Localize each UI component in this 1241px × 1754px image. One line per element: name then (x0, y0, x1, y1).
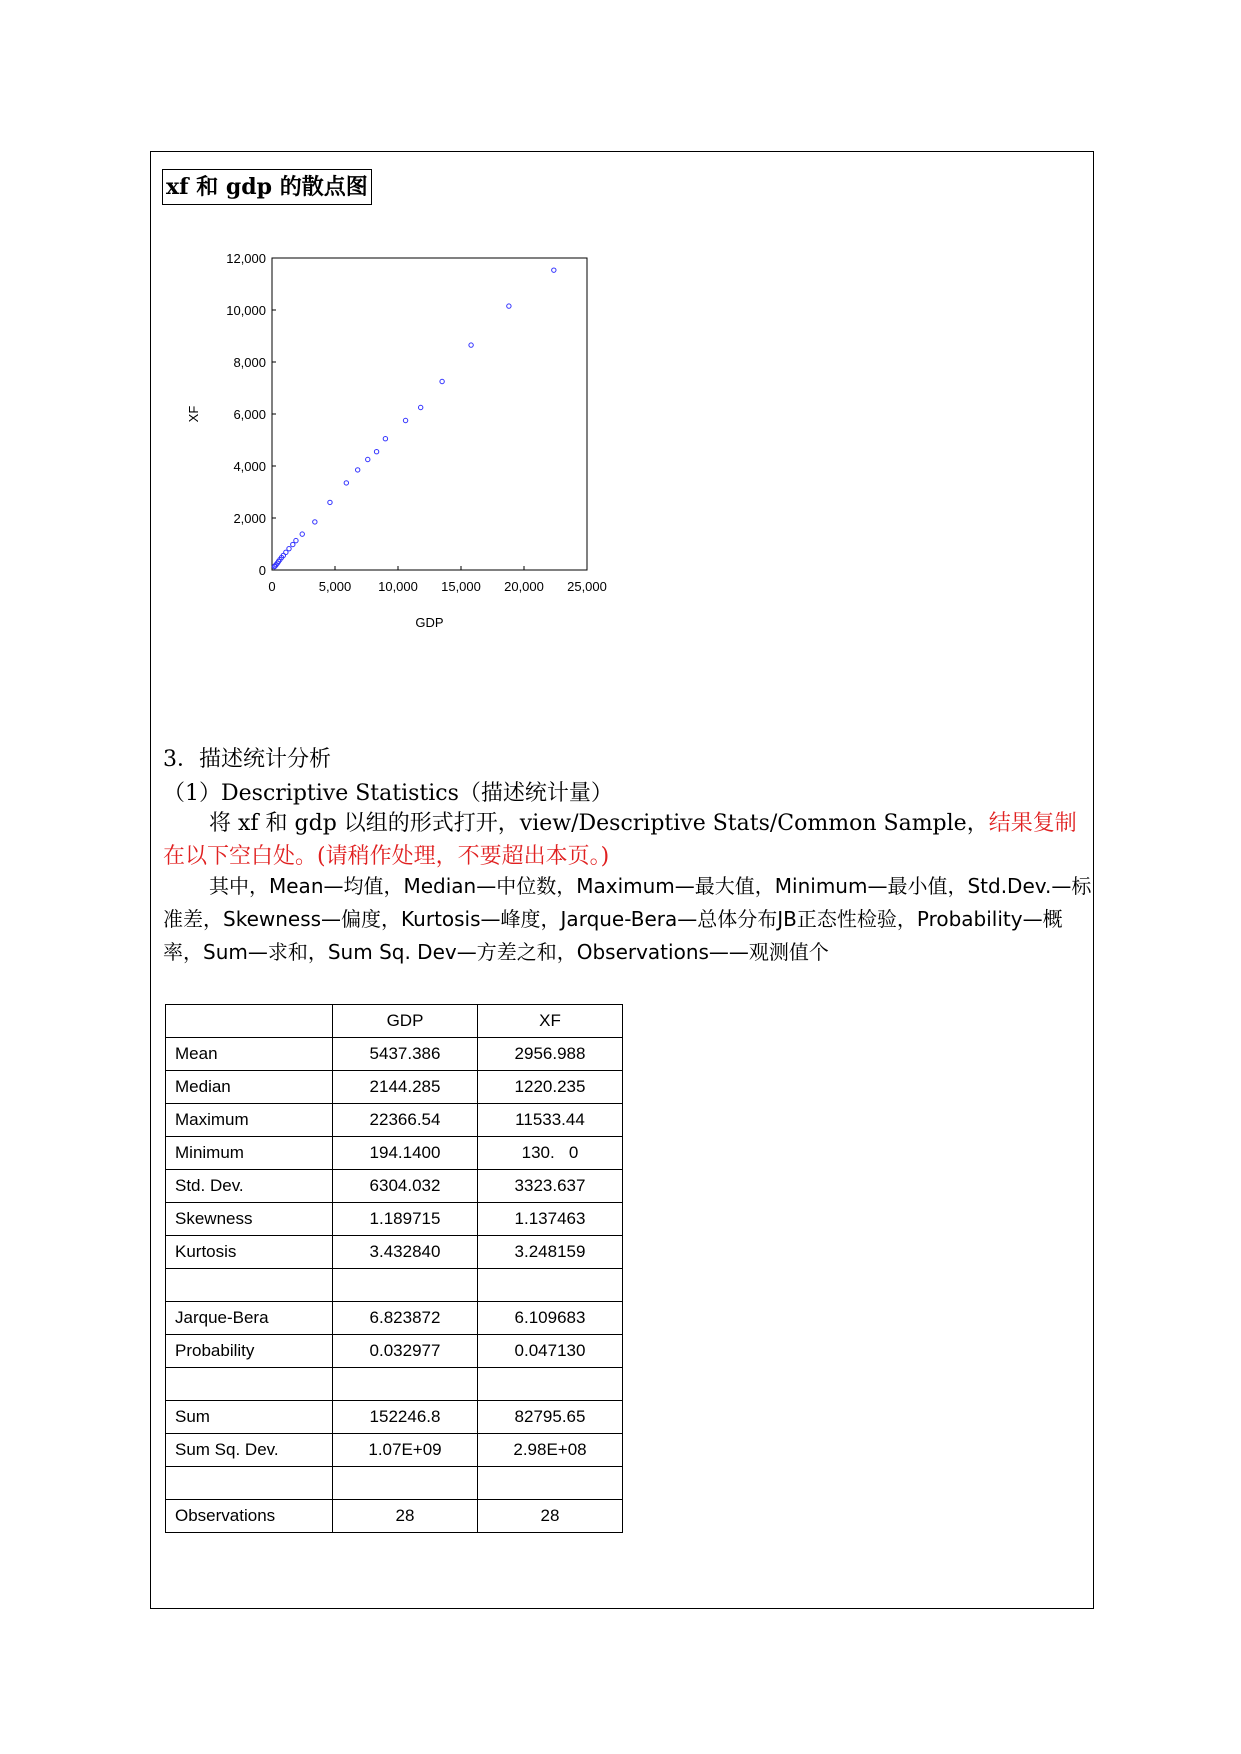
table-row-label: Std. Dev. (166, 1170, 333, 1203)
x-tick-label: 25,000 (567, 579, 607, 594)
table-cell: 5437.386 (333, 1038, 478, 1071)
table-cell: 130. 0 (478, 1137, 623, 1170)
table-cell: 3323.637 (478, 1170, 623, 1203)
scatter-point (291, 542, 295, 546)
scatter-point (552, 268, 556, 272)
table-row-label (166, 1467, 333, 1500)
table-row (166, 1203, 623, 1236)
plot-frame (272, 258, 587, 570)
table-row-label: Minimum (166, 1137, 333, 1170)
table-row (166, 1170, 623, 1203)
table-cell (333, 1467, 478, 1500)
table-cell: 3.432840 (333, 1236, 478, 1269)
table-row-label (166, 1368, 333, 1401)
scatter-point (287, 546, 291, 550)
scatter-point (374, 450, 378, 454)
scatter-point (418, 405, 422, 409)
table-row (166, 1500, 623, 1533)
table-cell: 6.109683 (478, 1302, 623, 1335)
y-axis-label: XF (186, 405, 201, 423)
table-cell: 3.248159 (478, 1236, 623, 1269)
scatter-point (440, 379, 444, 383)
scatter-point (366, 457, 370, 461)
table-cell: 6.823872 (333, 1302, 478, 1335)
x-tick-label: 10,000 (378, 579, 418, 594)
scatter-point (403, 418, 407, 422)
scatter-point (294, 538, 298, 542)
scatter-point (507, 304, 511, 308)
table-row (166, 1269, 623, 1302)
scatter-point (383, 437, 387, 441)
y-tick-label: 6,000 (233, 407, 266, 422)
table-row (166, 1038, 623, 1071)
x-tick-label: 15,000 (441, 579, 481, 594)
table-row (166, 1434, 623, 1467)
scatter-point (344, 481, 348, 485)
table-cell (333, 1269, 478, 1302)
table-row-label: Median (166, 1071, 333, 1104)
table-cell: 2.98E+08 (478, 1434, 623, 1467)
glossary-text: 其中，Mean—均值，Median—中位数，Maximum—最大值，Minimum—最小值，Std.Dev.—标准差，Skewness—偏度，Kurtosis—峰度，Jarque-Bera—总体分布JB正态性检验，Probability—概率，Sum—求和，Sum Sq. Dev—方差之和，Observations——观测值个 (163, 874, 1092, 964)
x-tick-label: 0 (268, 579, 276, 594)
table-cell (478, 1269, 623, 1302)
table-row-label: Sum Sq. Dev. (166, 1434, 333, 1467)
table-row-label: Maximum (166, 1104, 333, 1137)
figure-title: xf 和 gdp 的散点图 (162, 169, 372, 205)
section-heading: 3．描述统计分析 (163, 747, 331, 772)
table-cell: 2956.988 (478, 1038, 623, 1071)
table-cell: 152246.8 (333, 1401, 478, 1434)
table-cell: XF (478, 1005, 623, 1038)
table-cell: 11533.44 (478, 1104, 623, 1137)
table-cell: 194.1400 (333, 1137, 478, 1170)
section-subheading: （1）Descriptive Statistics（描述统计量） (163, 781, 613, 806)
table-row (166, 1335, 623, 1368)
table-row (166, 1467, 623, 1500)
table-cell: 1.07E+09 (333, 1434, 478, 1467)
table-row-label (166, 1005, 333, 1038)
table-row-label: Probability (166, 1335, 333, 1368)
table-row-label: Skewness (166, 1203, 333, 1236)
table-row-label (166, 1269, 333, 1302)
table-cell (333, 1368, 478, 1401)
y-tick-label: 8,000 (233, 355, 266, 370)
table-row-label: Kurtosis (166, 1236, 333, 1269)
table-cell: 6304.032 (333, 1170, 478, 1203)
table-cell: 82795.65 (478, 1401, 623, 1434)
instruction-paragraph (163, 807, 1093, 873)
table-cell: 0.047130 (478, 1335, 623, 1368)
table-row (166, 1302, 623, 1335)
table-row-label: Mean (166, 1038, 333, 1071)
x-axis-label: GDP (415, 615, 444, 630)
table-row (166, 1104, 623, 1137)
table-cell: GDP (333, 1005, 478, 1038)
table-cell: 28 (478, 1500, 623, 1533)
table-row (166, 1368, 623, 1401)
instruction-red-text: 结果复制在以下空白处。(请稍作处理，不要超出本页。) (163, 811, 1077, 869)
glossary-note (163, 870, 1093, 969)
table-row (166, 1401, 623, 1434)
table-header-row (166, 1005, 623, 1038)
scatter-point (300, 532, 304, 536)
table-row-label: Sum (166, 1401, 333, 1434)
table-cell (478, 1467, 623, 1500)
table-row-label: Jarque-Bera (166, 1302, 333, 1335)
instruction-text: 将 xf 和 gdp 以组的形式打开，view/Descriptive Stats/Common Sample， (209, 811, 989, 836)
y-tick-label: 4,000 (233, 459, 266, 474)
table-row (166, 1236, 623, 1269)
descriptive-stats-table (165, 1004, 623, 1533)
y-tick-label: 12,000 (226, 251, 266, 266)
table-cell: 0.032977 (333, 1335, 478, 1368)
table-cell: 1220.235 (478, 1071, 623, 1104)
table-cell: 1.137463 (478, 1203, 623, 1236)
scatter-point (313, 520, 317, 524)
scatter-point (328, 500, 332, 504)
x-tick-label: 20,000 (504, 579, 544, 594)
table-row (166, 1071, 623, 1104)
y-tick-label: 10,000 (226, 303, 266, 318)
scatter-point (355, 468, 359, 472)
x-tick-label: 5,000 (318, 579, 352, 594)
table-cell: 2144.285 (333, 1071, 478, 1104)
table-cell: 1.189715 (333, 1203, 478, 1236)
y-tick-label: 0 (258, 563, 266, 578)
scatter-chart (180, 240, 640, 640)
table-row (166, 1137, 623, 1170)
table-cell: 28 (333, 1500, 478, 1533)
table-cell (478, 1368, 623, 1401)
y-tick-label: 2,000 (233, 511, 266, 526)
table-cell: 22366.54 (333, 1104, 478, 1137)
table-row-label: Observations (166, 1500, 333, 1533)
scatter-point (469, 343, 473, 347)
